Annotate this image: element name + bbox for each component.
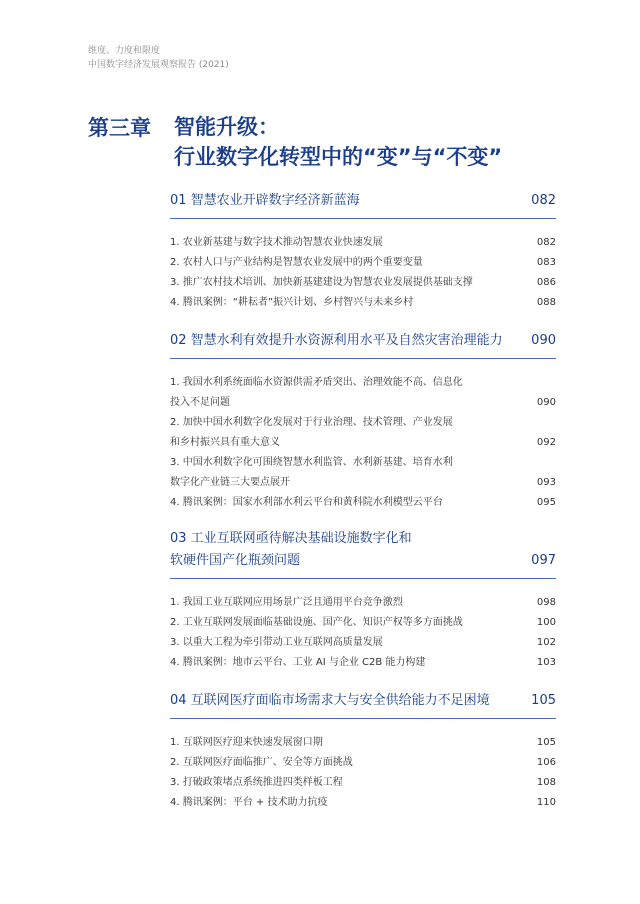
chapter-label: 第三章 <box>88 116 151 140</box>
toc-entry-page: 102 <box>536 637 556 648</box>
toc-entry-text: 1. 我国水利系统面临水资源供需矛盾突出、治理效能不高、信息化 <box>170 377 463 388</box>
toc-entry-page: 110 <box>536 797 556 808</box>
section-heading[interactable] <box>170 330 556 352</box>
toc-entry-text: 1. 互联网医疗迎来快速发展窗口期 <box>170 737 323 748</box>
section-divider <box>170 218 556 219</box>
section-title-line: 软硬件国产化瓶颈问题 <box>170 553 301 568</box>
toc-entry-text: 投入不足问题 <box>170 397 230 408</box>
toc-entry-page: 090 <box>536 397 556 408</box>
toc-entry[interactable] <box>170 273 556 293</box>
section-title-line: 04 互联网医疗面临市场需求大与安全供给能力不足困境 <box>170 693 490 708</box>
toc-entry-text: 1. 我国工业互联网应用场景广泛且通用平台竞争激烈 <box>170 597 403 608</box>
toc-entry[interactable] <box>170 233 556 253</box>
toc-entry-text: 3. 中国水利数字化可围绕智慧水利监管、水利新基建、培育水利 <box>170 457 453 468</box>
toc-entry-page: 088 <box>536 297 556 308</box>
toc-section <box>170 190 556 313</box>
section-heading[interactable] <box>170 528 556 572</box>
toc-entry[interactable] <box>170 633 556 653</box>
toc-entry-text: 1. 农业新基建与数字技术推动智慧农业快速发展 <box>170 237 383 248</box>
toc-entry-text: 3. 推广农村技术培训、加快新基建建设为智慧农业发展提供基础支撑 <box>170 277 473 288</box>
section-title-line: 03 工业互联网亟待解决基础设施数字化和 <box>170 531 412 546</box>
chapter-title <box>174 112 594 172</box>
toc-entry[interactable] <box>170 793 556 813</box>
header-line-2: 中国数字经济发展观察报告 (2021) <box>88 60 229 70</box>
section-heading[interactable] <box>170 690 556 712</box>
section-page-number: 082 <box>531 193 556 208</box>
toc-entry-page: 106 <box>536 757 556 768</box>
toc-entry-text: 3. 打破政策堵点系统推进四类样板工程 <box>170 777 343 788</box>
toc-entry[interactable] <box>170 453 556 493</box>
section-page-number: 097 <box>531 553 556 568</box>
toc-entry[interactable] <box>170 413 556 453</box>
toc-item-list <box>170 593 556 673</box>
chapter-title-line-2: 行业数字化转型中的“变”与“不变” <box>174 145 503 169</box>
toc-entry-text: 4. 腾讯案例：平台 + 技术助力抗疫 <box>170 797 328 808</box>
toc-item-list <box>170 373 556 513</box>
toc-entry-text: 和乡村振兴具有重大意义 <box>170 437 280 448</box>
section-title-line: 01 智慧农业开辟数字经济新蓝海 <box>170 193 360 208</box>
toc-entry-text: 4. 腾讯案例：地市云平台、工业 AI 与企业 C2B 能力构建 <box>170 657 426 668</box>
toc-entry-page: 092 <box>536 437 556 448</box>
toc-entry-text: 3. 以重大工程为牵引带动工业互联网高质量发展 <box>170 637 383 648</box>
toc-entry[interactable] <box>170 653 556 673</box>
toc-entry-page: 083 <box>536 257 556 268</box>
toc-entry-page: 105 <box>536 737 556 748</box>
toc-entry-text: 4. 腾讯案例：“耕耘者”振兴计划、乡村智兴与未来乡村 <box>170 297 414 308</box>
section-divider <box>170 718 556 719</box>
header-line-1: 维度、力度和限度 <box>88 46 161 56</box>
toc-entry[interactable] <box>170 613 556 633</box>
toc-entry-page: 108 <box>536 777 556 788</box>
toc-section <box>170 330 556 513</box>
toc-entry[interactable] <box>170 293 556 313</box>
section-page-number: 105 <box>531 693 556 708</box>
toc-section <box>170 528 556 673</box>
chapter-title-line-1: 智能升级： <box>174 115 279 139</box>
toc-entry[interactable] <box>170 753 556 773</box>
running-header <box>88 44 229 72</box>
toc-item-list <box>170 733 556 813</box>
toc-entry-page: 100 <box>536 617 556 628</box>
section-divider <box>170 578 556 579</box>
toc-entry-page: 098 <box>536 597 556 608</box>
toc-entry-text: 数字化产业链三大要点展开 <box>170 477 290 488</box>
section-heading[interactable] <box>170 190 556 212</box>
toc-entry-text: 2. 加快中国水利数字化发展对于行业治理、技术管理、产业发展 <box>170 417 453 428</box>
toc-entry-page: 095 <box>536 497 556 508</box>
toc-entry[interactable] <box>170 253 556 273</box>
toc-entry-text: 4. 腾讯案例：国家水利部水利云平台和黄科院水利模型云平台 <box>170 497 443 508</box>
section-title-line: 02 智慧水利有效提升水资源利用水平及自然灾害治理能力 <box>170 333 503 348</box>
section-page-number: 090 <box>531 333 556 348</box>
toc-item-list <box>170 233 556 313</box>
toc-entry-page: 103 <box>536 657 556 668</box>
toc-entry[interactable] <box>170 593 556 613</box>
toc-entry-text: 2. 互联网医疗面临推广、安全等方面挑战 <box>170 757 353 768</box>
toc-entry[interactable] <box>170 733 556 753</box>
toc-entry[interactable] <box>170 493 556 513</box>
toc-entry-page: 082 <box>536 237 556 248</box>
section-divider <box>170 358 556 359</box>
toc-entry-text: 2. 工业互联网发展面临基础设施、国产化、知识产权等多方面挑战 <box>170 617 463 628</box>
toc-entry-page: 093 <box>536 477 556 488</box>
toc-entry-page: 086 <box>536 277 556 288</box>
toc-entry[interactable] <box>170 373 556 413</box>
toc-entry[interactable] <box>170 773 556 793</box>
toc-section <box>170 690 556 813</box>
toc-entry-text: 2. 农村人口与产业结构是智慧农业发展中的两个重要变量 <box>170 257 423 268</box>
